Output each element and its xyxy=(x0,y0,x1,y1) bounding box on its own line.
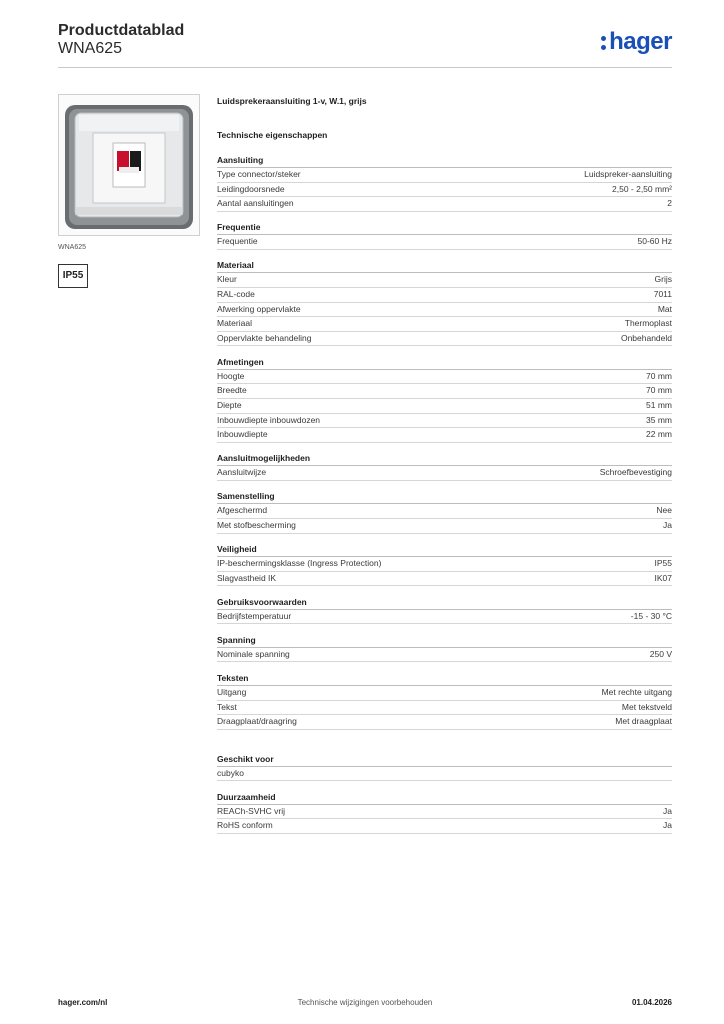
spec-value: 70 mm xyxy=(646,370,672,381)
spec-row xyxy=(217,399,672,414)
page-header xyxy=(58,20,672,68)
spec-label: RoHS conform xyxy=(217,820,273,831)
section-heading: Frequentie xyxy=(217,221,672,235)
spec-label: Bedrijfstemperatuur xyxy=(217,610,292,621)
spec-row xyxy=(217,572,672,587)
spec-value: 50-60 Hz xyxy=(637,236,672,247)
speaker-socket-image xyxy=(59,95,201,237)
spec-row xyxy=(217,504,672,519)
spec-label: Diepte xyxy=(217,400,242,411)
spec-row xyxy=(217,332,672,347)
spec-label: Oppervlakte behandeling xyxy=(217,332,312,343)
spec-content xyxy=(217,96,672,834)
logo-colon-icon xyxy=(601,34,606,50)
spec-value: IK07 xyxy=(654,572,672,583)
spec-row xyxy=(217,303,672,318)
spec-label: IP-beschermingsklasse (Ingress Protection) xyxy=(217,558,382,569)
spec-label: REACh-SVHC vrij xyxy=(217,805,286,816)
spec-row xyxy=(217,701,672,716)
section-heading: Materiaal xyxy=(217,259,672,273)
spec-value: Ja xyxy=(663,805,672,816)
section-heading: Spanning xyxy=(217,634,672,648)
section-heading: Veiligheid xyxy=(217,543,672,557)
spec-row xyxy=(217,428,672,443)
spec-row xyxy=(217,235,672,250)
spec-sections xyxy=(217,154,672,834)
spec-label: Uitgang xyxy=(217,686,247,697)
spec-value: 70 mm xyxy=(646,385,672,396)
spec-label: Draagplaat/draagring xyxy=(217,716,297,727)
image-caption: WNA625 xyxy=(58,244,87,251)
footer-disclaimer: Technische wijzigingen voorbehouden xyxy=(297,998,433,1007)
product-code: WNA625 xyxy=(58,40,123,57)
spec-label: Inbouwdiepte xyxy=(217,429,268,440)
spec-value: Met tekstveld xyxy=(621,701,672,712)
section-heading: Duurzaamheid xyxy=(217,791,672,805)
spec-value: Luidspreker-aansluiting xyxy=(584,169,672,179)
spec-value: Onbehandeld xyxy=(620,332,672,343)
spec-value: 22 mm xyxy=(646,429,672,440)
document-type: Productdatablad xyxy=(58,22,185,39)
spec-row xyxy=(217,767,672,782)
spec-row xyxy=(217,168,672,183)
spec-value: 2,50 - 2,50 mm² xyxy=(612,183,672,194)
spec-label: RAL-code xyxy=(217,288,255,299)
spec-row xyxy=(217,197,672,212)
spec-label: Nominale spanning xyxy=(217,648,290,659)
footer-date: 01.04.2026 xyxy=(631,998,672,1007)
spec-value: IP55 xyxy=(654,558,672,569)
spec-value: Thermoplast xyxy=(624,318,672,329)
spec-value: Met rechte uitgang xyxy=(601,686,672,697)
spec-row xyxy=(217,519,672,534)
spec-value: Mat xyxy=(657,303,672,314)
spec-label: Met stofbescherming xyxy=(217,520,296,530)
spec-row xyxy=(217,288,672,303)
spec-row xyxy=(217,686,672,701)
section-heading: Gebruiksvoorwaarden xyxy=(217,596,672,610)
spec-value: Ja xyxy=(663,820,672,831)
spec-value: -15 - 30 °C xyxy=(630,610,672,621)
technical-properties-heading: Technische eigenschappen xyxy=(217,130,328,140)
spec-label: Hoogte xyxy=(217,370,245,381)
spec-value: Grijs xyxy=(654,274,672,285)
hager-logo xyxy=(601,28,672,56)
spec-value: 51 mm xyxy=(646,400,672,411)
spec-row xyxy=(217,819,672,834)
spec-value: Nee xyxy=(656,505,672,516)
spec-label: Type connector/steker xyxy=(217,169,301,179)
spec-label: Slagvastheid IK xyxy=(217,572,277,583)
section-heading: Teksten xyxy=(217,672,672,686)
spec-label: Kleur xyxy=(217,274,237,285)
spec-row xyxy=(217,610,672,625)
spec-label: Afgeschermd xyxy=(217,505,268,516)
ip-rating-badge: IP55 xyxy=(58,264,88,288)
spec-label: Breedte xyxy=(217,385,247,396)
spec-row xyxy=(217,317,672,332)
spec-value: 35 mm xyxy=(646,414,672,425)
spec-label: Afwerking oppervlakte xyxy=(217,303,301,314)
logo-text: hager xyxy=(609,28,672,55)
spec-row xyxy=(217,273,672,288)
section-heading: Aansluitmogelijkheden xyxy=(217,452,672,466)
spec-label: cubyko xyxy=(217,767,244,778)
spec-value: Schroefbevestiging xyxy=(599,467,672,478)
spec-row xyxy=(217,466,672,481)
section-heading: Aansluiting xyxy=(217,154,672,168)
spec-value: Met draagplaat xyxy=(615,716,672,727)
spec-row xyxy=(217,805,672,820)
spec-row xyxy=(217,370,672,385)
spec-value: Ja xyxy=(663,520,672,530)
spec-value: 7011 xyxy=(653,288,672,299)
footer-website: hager.com/nl xyxy=(58,998,108,1007)
spec-value: 250 V xyxy=(649,648,672,659)
spec-label: Leidingdoorsnede xyxy=(217,183,285,194)
spec-label: Tekst xyxy=(217,701,237,712)
spec-row xyxy=(217,557,672,572)
spec-label: Frequentie xyxy=(217,236,258,247)
spec-label: Aantal aansluitingen xyxy=(217,198,294,209)
section-heading: Afmetingen xyxy=(217,356,672,370)
product-title: Luidsprekeraansluiting 1-v, W.1, grijs xyxy=(217,96,367,106)
spec-row xyxy=(217,183,672,198)
section-heading: Geschikt voor xyxy=(217,753,672,767)
spec-label: Materiaal xyxy=(217,318,252,329)
spec-label: Aansluitwijze xyxy=(217,467,267,478)
spec-value: 2 xyxy=(667,198,672,209)
spec-row xyxy=(217,715,672,730)
spec-row xyxy=(217,384,672,399)
spec-label: Inbouwdiepte inbouwdozen xyxy=(217,414,321,425)
section-heading: Samenstelling xyxy=(217,490,672,504)
spec-row xyxy=(217,414,672,429)
spec-row xyxy=(217,648,672,663)
product-image xyxy=(58,94,200,236)
